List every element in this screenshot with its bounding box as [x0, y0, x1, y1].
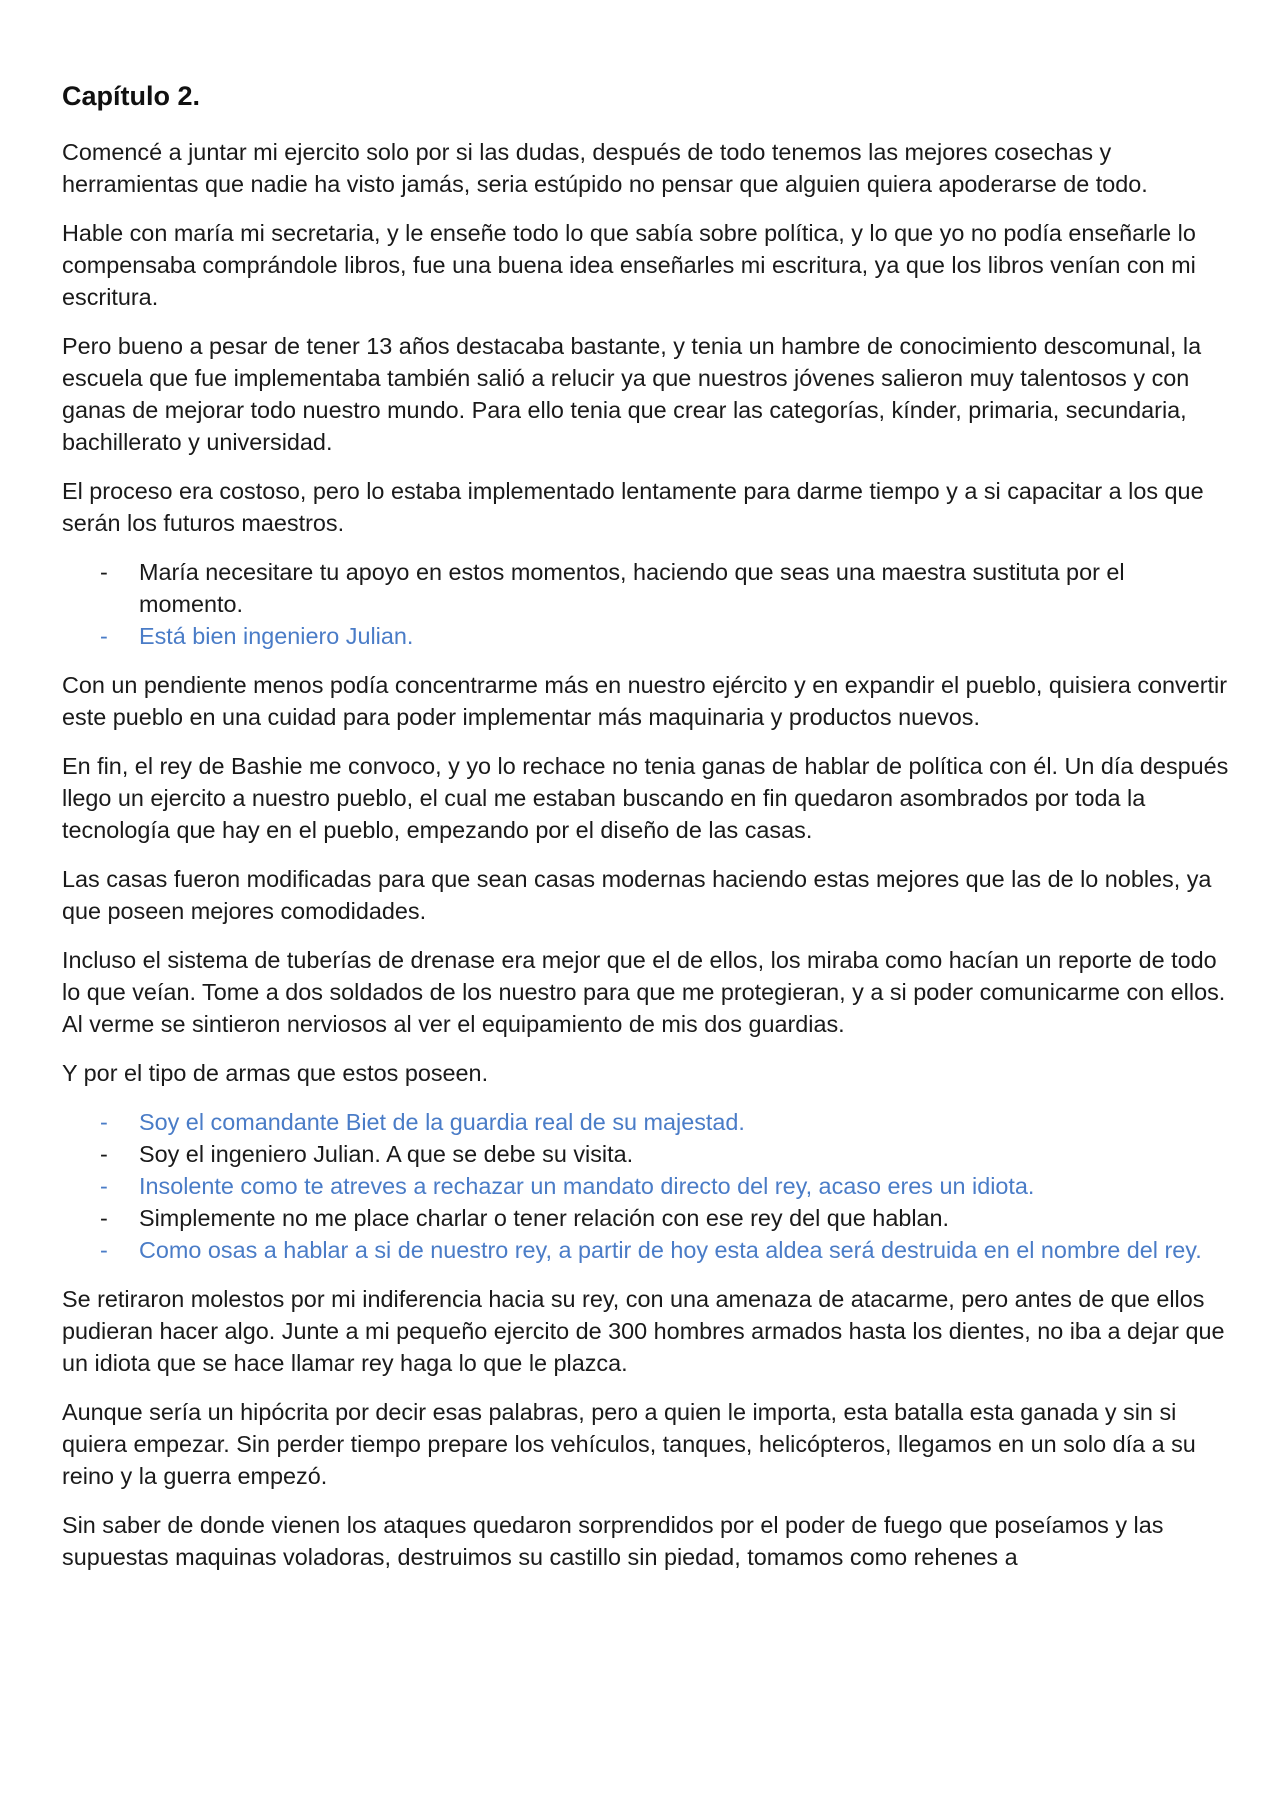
dialogue-line: [62, 1202, 1232, 1234]
paragraph: Con un pendiente menos podía concentrarme más en nuestro ejército y en expandir el pueblo, quisiera convertir este pueblo en una cuidad para poder implementar más maquinaria y productos nuevos.: [62, 672, 1228, 730]
dialogue-line: [62, 620, 1232, 652]
document-page: [62, 78, 1232, 1590]
dialogue-line: [62, 1106, 1232, 1138]
dialogue-line: [62, 1170, 1232, 1202]
dialogue-dash: -: [100, 1141, 108, 1167]
dialogue-text: Simplemente no me place charlar o tener relación con ese rey del que hablan.: [139, 1205, 950, 1231]
paragraph: Incluso el sistema de tuberías de drenase era mejor que el de ellos, los miraba como hacían un reporte de todo lo que veían. Tome a dos soldados de los nuestro para que me protegieran, y a si poder comunicarme con ellos. Al verme se sintieron nerviosos al ver el equipamiento de mis dos guardias.: [62, 947, 1226, 1037]
dialogue-text: Soy el ingeniero Julian. A que se debe su visita.: [139, 1141, 634, 1167]
paragraph: Sin saber de donde vienen los ataques quedaron sorprendidos por el poder de fuego que poseíamos y las supuestas maquinas voladoras, destruimos su castillo sin piedad, tomamos como rehenes a: [62, 1512, 1164, 1570]
paragraph: Pero bueno a pesar de tener 13 años destacaba bastante, y tenia un hambre de conocimiento descomunal, la escuela que fue implementaba también salió a relucir ya que nuestros jóvenes salieron muy talentosos y con ganas de mejorar todo nuestro mundo. Para ello tenia que crear las categorías, kínder, primaria, secundaria, bachillerato y universidad.: [62, 333, 1202, 455]
dialogue-line: [62, 1138, 1232, 1170]
dialogue-text: Como osas a hablar a si de nuestro rey, a partir de hoy esta aldea será destruida en el nombre del rey.: [139, 1237, 1202, 1263]
chapter-title: Capítulo 2.: [62, 81, 201, 111]
paragraph: Las casas fueron modificadas para que sean casas modernas haciendo estas mejores que las de lo nobles, ya que poseen mejores comodidades.: [62, 866, 1212, 924]
dialogue-line: [62, 1234, 1232, 1266]
paragraph: Hable con maría mi secretaria, y le enseñe todo lo que sabía sobre política, y lo que yo no podía enseñarle lo compensaba comprándole libros, fue una buena idea enseñarles mi escritura, ya que los libros venían con mi escritura.: [62, 220, 1196, 310]
chapter-body: [62, 136, 1232, 1573]
dialogue-dash: -: [100, 1237, 108, 1263]
dialogue-list: [62, 556, 1232, 652]
dialogue-text: Soy el comandante Biet de la guardia real de su majestad.: [139, 1109, 745, 1135]
dialogue-dash: -: [100, 1173, 108, 1199]
paragraph: Comencé a juntar mi ejercito solo por si las dudas, después de todo tenemos las mejores cosechas y herramientas que nadie ha visto jamás, seria estúpido no pensar que alguien quiera apoderarse de todo.: [62, 139, 1148, 197]
dialogue-dash: -: [100, 559, 108, 585]
dialogue-dash: -: [100, 1205, 108, 1231]
dialogue-dash: -: [100, 623, 108, 649]
paragraph: Y por el tipo de armas que estos poseen.: [62, 1060, 489, 1086]
dialogue-dash: -: [100, 1109, 108, 1135]
dialogue-text: Insolente como te atreves a rechazar un mandato directo del rey, acaso eres un idiota.: [139, 1173, 1035, 1199]
dialogue-list: [62, 1106, 1232, 1266]
dialogue-text: María necesitare tu apoyo en estos momentos, haciendo que seas una maestra sustituta por el momento.: [139, 559, 1125, 617]
dialogue-text: Está bien ingeniero Julian.: [139, 623, 414, 649]
dialogue-line: [62, 556, 1232, 620]
paragraph: En fin, el rey de Bashie me convoco, y yo lo rechace no tenia ganas de hablar de política con él. Un día después llego un ejercito a nuestro pueblo, el cual me estaban buscando en fin quedaron asombrados por toda la tecnología que hay en el pueblo, empezando por el diseño de las casas.: [62, 753, 1229, 843]
paragraph: El proceso era costoso, pero lo estaba implementado lentamente para darme tiempo y a si capacitar a los que serán los futuros maestros.: [62, 478, 1204, 536]
paragraph: Se retiraron molestos por mi indiferencia hacia su rey, con una amenaza de atacarme, pero antes de que ellos pudieran hacer algo. Junte a mi pequeño ejercito de 300 hombres armados hasta los dientes, no iba a dejar que un idiota que se hace llamar rey haga lo que le plazca.: [62, 1286, 1225, 1376]
paragraph: Aunque sería un hipócrita por decir esas palabras, pero a quien le importa, esta batalla esta ganada y sin si quiera empezar. Sin perder tiempo prepare los vehículos, tanques, helicópteros, llegamos en un solo día a su reino y la guerra empezó.: [62, 1399, 1196, 1489]
